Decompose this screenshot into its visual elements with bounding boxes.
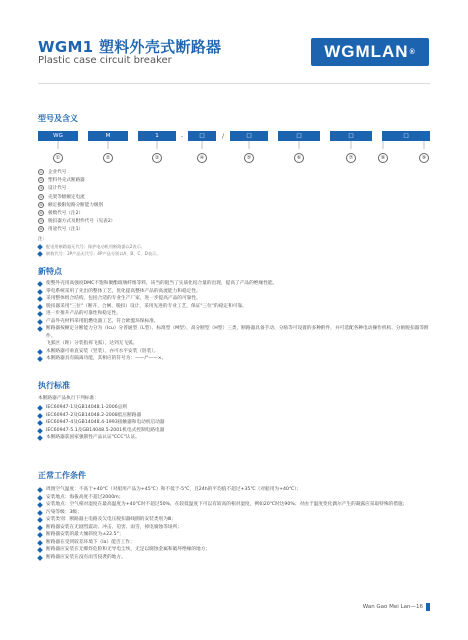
diamond-bullet-icon <box>37 405 43 411</box>
definition-item: ③ 设计代号 <box>39 186 67 192</box>
model-code-box: □ <box>278 131 320 141</box>
condition-item: 断路器在受到较差环境下（Ia）能否工作； <box>38 539 433 547</box>
model-definitions <box>38 168 338 234</box>
model-number: ⑥ <box>294 153 304 163</box>
features-list <box>38 280 433 363</box>
model-code-box: □ <box>330 131 372 141</box>
diamond-bullet-icon <box>37 304 43 310</box>
header-divider <box>38 83 430 84</box>
diamond-bullet-icon <box>37 326 43 332</box>
standard-item: IEC60947-1及GB14048.1-2006总则 <box>38 404 433 412</box>
diamond-bullet-icon <box>37 319 43 325</box>
feature-item: 产品外壳材料采用阻燃电器工艺，符合欧盟环保标准。 <box>38 318 433 326</box>
note-item: 极数代号：3P产品无代号；4P产品分别以A、B、C、D表示。 <box>38 251 418 259</box>
standards-list <box>38 404 433 442</box>
diamond-bullet-icon <box>37 435 43 441</box>
feature-item: 脱扣器采用"三位"（断开、合闸、脱扣）设计，采用先进的专业工艺，保证"三位"的稳定和可靠。 <box>38 303 433 311</box>
model-number: ⑤ <box>244 153 254 163</box>
page-subtitle: Plastic case circuit breaker <box>38 55 172 66</box>
diamond-bullet-icon <box>37 510 43 516</box>
model-code-box: □ <box>188 131 216 141</box>
standards-intro: 本断路器产品执行下列标准： <box>38 396 99 401</box>
note-heading: 注: <box>38 237 45 242</box>
model-code-separator: - <box>180 132 184 140</box>
page-header <box>0 0 468 88</box>
standard-item: IEC60947-2及GB14048.2-2008低压断路器 <box>38 412 433 420</box>
definition-item: ④ 壳架等级额定电流 <box>39 194 85 200</box>
diamond-bullet-icon <box>37 413 43 419</box>
model-connector-lines <box>38 141 430 149</box>
diamond-bullet-icon <box>37 244 43 250</box>
feature-item: 采用整体组合结构，包括合适的专业生产厂家，进一步提高产品的可靠性。 <box>38 295 433 303</box>
diamond-bullet-icon <box>37 540 43 546</box>
definition-item: ⑧ 用途代号（注1） <box>39 227 84 233</box>
feature-item: 使整外壳用高强度DMC不饱和聚酯玻璃纤维等料，该当的阻当了实质化结合量的出现，提高了产品的绝缘性能。 <box>38 280 433 288</box>
diamond-bullet-icon <box>37 296 43 302</box>
section-title-model: 型号及含义 <box>38 114 78 123</box>
feature-item: 零电系统采用了先出的整体工艺，优化提高整体产品的高流能力和稳定性。 <box>38 288 433 296</box>
diamond-bullet-icon <box>37 281 43 287</box>
condition-item: 周围空气温度：不高于+40℃（对船用产品为+45℃）和不低于-5℃，且24h的平均值不超过+35℃（对船用为+40℃）； <box>38 486 433 494</box>
model-number: ② <box>103 153 113 163</box>
diamond-bullet-icon <box>37 532 43 538</box>
feature-item: 本断路器可垂直安装（竖装），亦可水平安装（卧装）。 <box>38 348 433 356</box>
footer-accent-bar <box>426 603 430 611</box>
page-footer <box>363 603 430 611</box>
condition-item: 安装地点：海拔高度不超过2000m； <box>38 494 433 502</box>
feature-continuation: 飞弧区（距）分装指挥飞弧），达到无飞弧。 <box>46 341 138 346</box>
diamond-bullet-icon <box>37 487 43 493</box>
definition-item: ⑤ 额定极限短路分断能力级别 <box>39 202 104 208</box>
model-notes <box>38 243 418 258</box>
diamond-bullet-icon <box>37 517 43 523</box>
diamond-bullet-icon <box>37 251 43 257</box>
section-title-features: 新特点 <box>38 267 62 276</box>
diamond-bullet-icon <box>37 555 43 561</box>
condition-item: 安装地点：空气相对湿度在最高温度为+40℃时不超过50%，在较低温度下可以有较高的相对湿度，例如20℃时达90%；对由于温度变化偶尔产生的凝露应采取特殊的措施； <box>38 501 433 509</box>
registered-mark: ® <box>409 48 416 56</box>
brand-logo <box>311 38 429 66</box>
model-number: ④ <box>197 153 207 163</box>
model-code-box: □ <box>382 131 430 141</box>
diamond-bullet-icon <box>37 547 43 553</box>
diamond-bullet-icon <box>37 420 43 426</box>
feature-item: 本断路器具有隔离功能，其相应的符号为：——/°——×。 <box>38 355 433 363</box>
model-number-row <box>38 153 430 163</box>
diamond-bullet-icon <box>37 428 43 434</box>
model-code-box: 1 <box>138 131 176 141</box>
condition-item: 断路器应安装在无爆炸危险和无导电尘埃，无足以腐蚀金属和破坏绝缘的地方； <box>38 546 433 554</box>
model-code-box: □ <box>230 131 268 141</box>
model-number: ① <box>53 153 63 163</box>
diamond-bullet-icon <box>37 502 43 508</box>
definition-item: ① 企业代号 <box>39 170 67 176</box>
definition-item: ② 塑料外壳式断路器 <box>39 178 85 184</box>
standard-item: 本断路器获国家强制性产品认证"CCC"认证。 <box>38 434 433 442</box>
condition-item: 断路器安装的最大倾斜度为±22.5°； <box>38 531 433 539</box>
page-title: WGM1 塑料外壳式断路器 <box>38 38 222 56</box>
logo-text: WGMLAN <box>324 42 409 61</box>
diamond-bullet-icon <box>37 525 43 531</box>
model-code-separator: / <box>221 132 225 140</box>
model-number: ③ <box>152 153 162 163</box>
definition-item: ⑦ 脱扣器方式及附件代号（见表2） <box>39 219 116 225</box>
diamond-bullet-icon <box>37 311 43 317</box>
diamond-bullet-icon <box>37 495 43 501</box>
diamond-bullet-icon <box>37 289 43 295</box>
note-item: 配电用断路器无代号；保护电动机用断路器以2表示。 <box>38 243 418 251</box>
section-title-standards: 执行标准 <box>38 381 70 390</box>
condition-item: 污染等级：3级； <box>38 509 433 517</box>
feature-item: 断路器按额定分断能力分为（Icu）分普通型（L型）、标准型（M型）、高分断型（H型）三类，断路器具备手动、分励等可设置的多种附件，并可选配各种电动操作机构、分励脱扣器等附件。 <box>38 325 433 340</box>
diamond-bullet-icon <box>37 356 43 362</box>
condition-item: 断路器安装在无剧烈震动、冲击、迫害、雨雪，掉电腐蚀等场所； <box>38 524 433 532</box>
section-title-conditions: 正常工作条件 <box>38 471 86 480</box>
condition-item: 断路器应安装在没有雨雪侵袭的地方。 <box>38 554 433 562</box>
conditions-list <box>38 486 433 561</box>
standard-item: IEC60947-5.1及GB14048.5-2001机电式控制电路电器 <box>38 427 433 435</box>
condition-item: 安装类别：断路器主电路及欠电压脱扣器线圈的安装类别为Ⅲ； <box>38 516 433 524</box>
model-code-box: M <box>88 131 128 141</box>
model-number: ⑧ <box>378 153 388 163</box>
model-code-box: WG <box>38 131 78 141</box>
page-number: Wan Gao Mei Lan—16 <box>362 604 423 610</box>
model-number: ⑨ <box>419 153 429 163</box>
diamond-bullet-icon <box>37 349 43 355</box>
standard-item: IEC60947-4及GB14048.4-1993接触器和电动机启动器 <box>38 419 433 427</box>
feature-item: 进一步推升产品的可靠性和稳定性。 <box>38 310 433 318</box>
definition-item: ⑥ 极数代号（注2） <box>39 211 84 217</box>
model-number: ⑦ <box>346 153 356 163</box>
model-code-row <box>38 131 430 141</box>
